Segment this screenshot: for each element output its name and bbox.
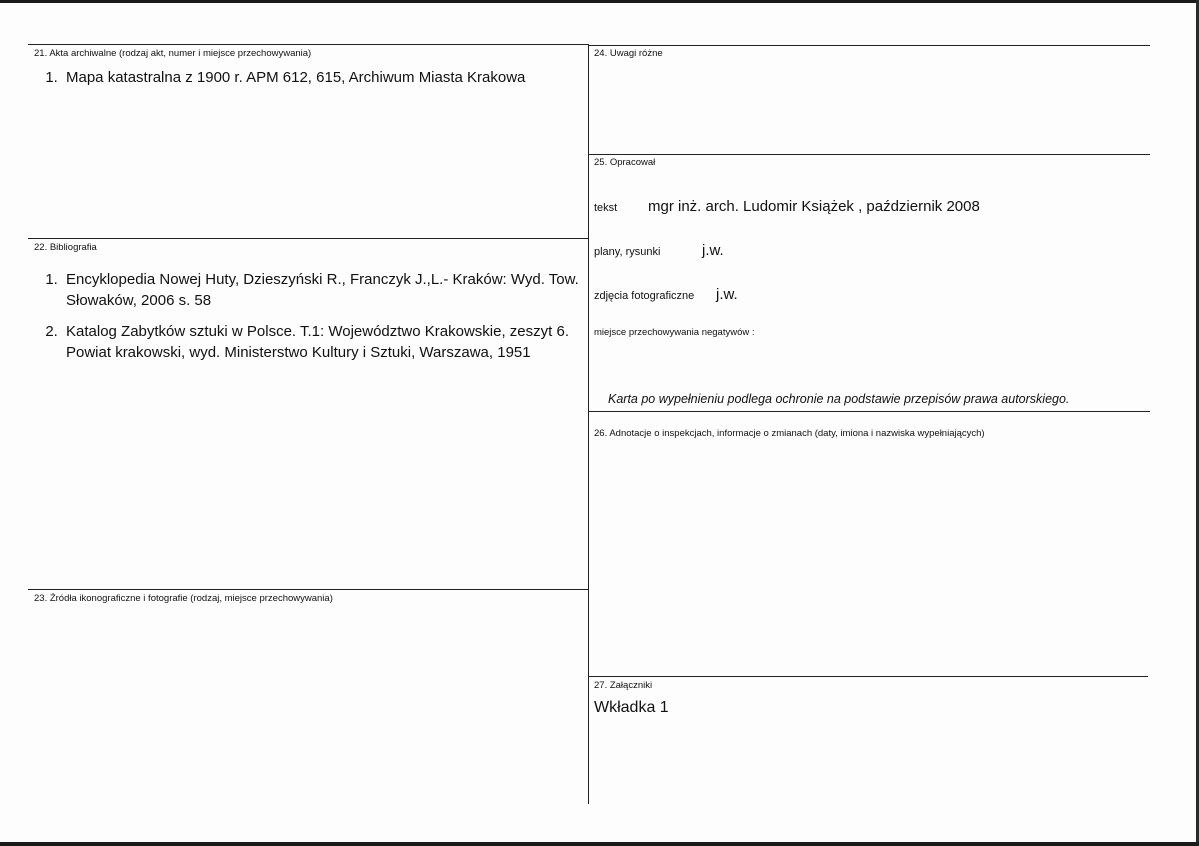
plany-value: j.w.: [702, 242, 724, 259]
section-26-label: 26. Adnotacje o inspekcjach, informacje o zmianach (daty, imiona i nazwiska wypełniających): [594, 428, 985, 439]
section-21-list: [34, 67, 572, 98]
divider-top-left: [28, 44, 588, 45]
list-item: 1. Mapa katastralna z 1900 r. APM 612, 615, Archiwum Miasta Krakowa: [62, 67, 572, 88]
section-22-label: 22. Bibliografia: [34, 242, 97, 253]
page-edge-top: [0, 0, 1199, 3]
attachment-value: Wkładka 1: [594, 699, 669, 716]
divider-vertical: [588, 44, 589, 804]
divider-s27: [588, 676, 1148, 677]
list-item: 1. Encyklopedia Nowej Huty, Dzieszyński R., Franczyk J.,L.- Kraków: Wyd. Tow. Słowaków, 2006 s. 58: [62, 269, 592, 311]
copyright-note: Karta po wypełnieniu podlega ochronie na podstawie przepisów prawa autorskiego.: [608, 392, 1070, 406]
divider-s22: [28, 238, 588, 239]
section-25-label: 25. Opracował: [594, 157, 656, 168]
divider-s26: [588, 411, 1150, 412]
section-24-label: 24. Uwagi różne: [594, 48, 663, 59]
plany-label: plany, rysunki: [594, 246, 661, 258]
section-22-list: [34, 269, 592, 373]
section-21-label: 21. Akta archiwalne (rodzaj akt, numer i miejsce przechowywania): [34, 48, 312, 59]
divider-top-right: [588, 45, 1150, 46]
divider-s25: [588, 154, 1150, 155]
divider-s23: [28, 589, 588, 590]
section-23-label: 23. Źródła ikonograficzne i fotografie (rodzaj, miejsce przechowywania): [34, 593, 333, 604]
list-item: 2. Katalog Zabytków sztuki w Polsce. T.1: Województwo Krakowskie, zeszyt 6. Powiat krakowski, wyd. Ministerstwo Kultury i Sztuki, Warszawa, 1951: [62, 321, 592, 363]
zdjecia-value: j.w.: [716, 286, 738, 303]
zdjecia-label: zdjęcia fotograficzne: [594, 290, 695, 302]
section-27-label: 27. Załączniki: [594, 680, 653, 691]
negatywy-label: miejsce przechowywania negatywów :: [594, 327, 755, 338]
page-edge-bottom: [0, 842, 1199, 846]
tekst-label: tekst: [594, 202, 618, 214]
tekst-value: mgr inż. arch. Ludomir Książek , październik 2008: [648, 198, 980, 215]
